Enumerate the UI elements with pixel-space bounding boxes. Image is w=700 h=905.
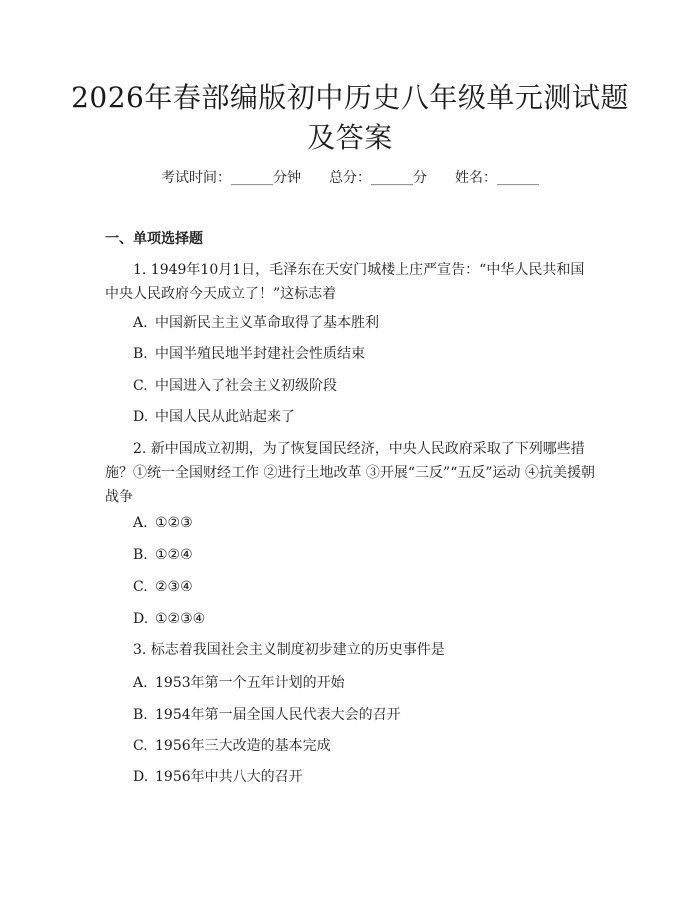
option-letter: C. (133, 738, 148, 754)
question-3-option-d (133, 767, 303, 787)
option-letter: B. (133, 707, 148, 723)
question-1-option-b (133, 344, 365, 364)
option-letter: C. (133, 579, 148, 595)
option-letter: B. (133, 547, 148, 563)
option-text: ①②③ (155, 515, 193, 531)
option-letter: A. (133, 515, 148, 531)
question-2-option-d (133, 609, 205, 629)
option-text: 中国进入了社会主义初级阶段 (155, 378, 337, 394)
option-text: ②③④ (155, 579, 193, 595)
question-2-option-b (133, 545, 193, 565)
option-text: 1954年第一届全国人民代表大会的召开 (155, 707, 401, 723)
question-2-option-c (133, 577, 193, 597)
option-letter: D. (133, 769, 149, 785)
question-3-option-c (133, 736, 331, 756)
exam-info-line (0, 168, 700, 188)
document-title: 2026年春部编版初中历史八年级单元测试题及答案 (71, 81, 629, 154)
question-1-option-a (133, 313, 379, 333)
question-1-option-c (133, 376, 337, 396)
question-3-option-b (133, 705, 401, 725)
question-1-stem: 1. 1949年10月1日，毛泽东在天安门城楼上庄严宣告：“中华人民共和国中央人民政府今天成立了！”这标志着 (105, 262, 585, 302)
total-score-label: 总分： (329, 170, 371, 186)
exam-time-label: 考试时间： (161, 170, 231, 186)
option-letter: D. (133, 409, 149, 425)
section-heading: 一、单项选择题 (105, 231, 203, 247)
total-score-unit: 分 (413, 170, 427, 186)
option-letter: C. (133, 378, 148, 394)
option-letter: D. (133, 611, 149, 627)
option-letter: A. (133, 315, 148, 331)
option-text: 1956年中共八大的召开 (155, 769, 303, 785)
option-text: 中国半殖民地半封建社会性质结束 (155, 346, 365, 362)
question-1-option-d (133, 407, 295, 427)
option-text: 中国新民主主义革命取得了基本胜利 (155, 315, 379, 331)
question-2-stem: 2. 新中国成立初期，为了恢复国民经济，中央人民政府采取了下列哪些措施？①统一全国财经工作 ②进行土地改革 ③开展“三反”“五反”运动 ④抗美援朝战争 (105, 441, 595, 505)
name-blank: ______ (497, 170, 539, 186)
option-text: ①②③④ (155, 611, 206, 627)
option-letter: B. (133, 346, 148, 362)
exam-time-blank: ______ (231, 170, 273, 186)
option-text: ①②④ (155, 547, 193, 563)
name-label: 姓名： (455, 170, 497, 186)
option-text: 1956年三大改造的基本完成 (155, 738, 331, 754)
option-text: 中国人民从此站起来了 (155, 409, 295, 425)
option-text: 1953年第一个五年计划的开始 (155, 675, 345, 691)
question-3-stem: 3. 标志着我国社会主义制度初步建立的历史事件是 (133, 642, 445, 658)
exam-time-unit: 分钟 (273, 170, 301, 186)
question-3-option-a (133, 673, 345, 693)
total-score-blank: ______ (371, 170, 413, 186)
option-letter: A. (133, 675, 148, 691)
question-2-option-a (133, 513, 193, 533)
